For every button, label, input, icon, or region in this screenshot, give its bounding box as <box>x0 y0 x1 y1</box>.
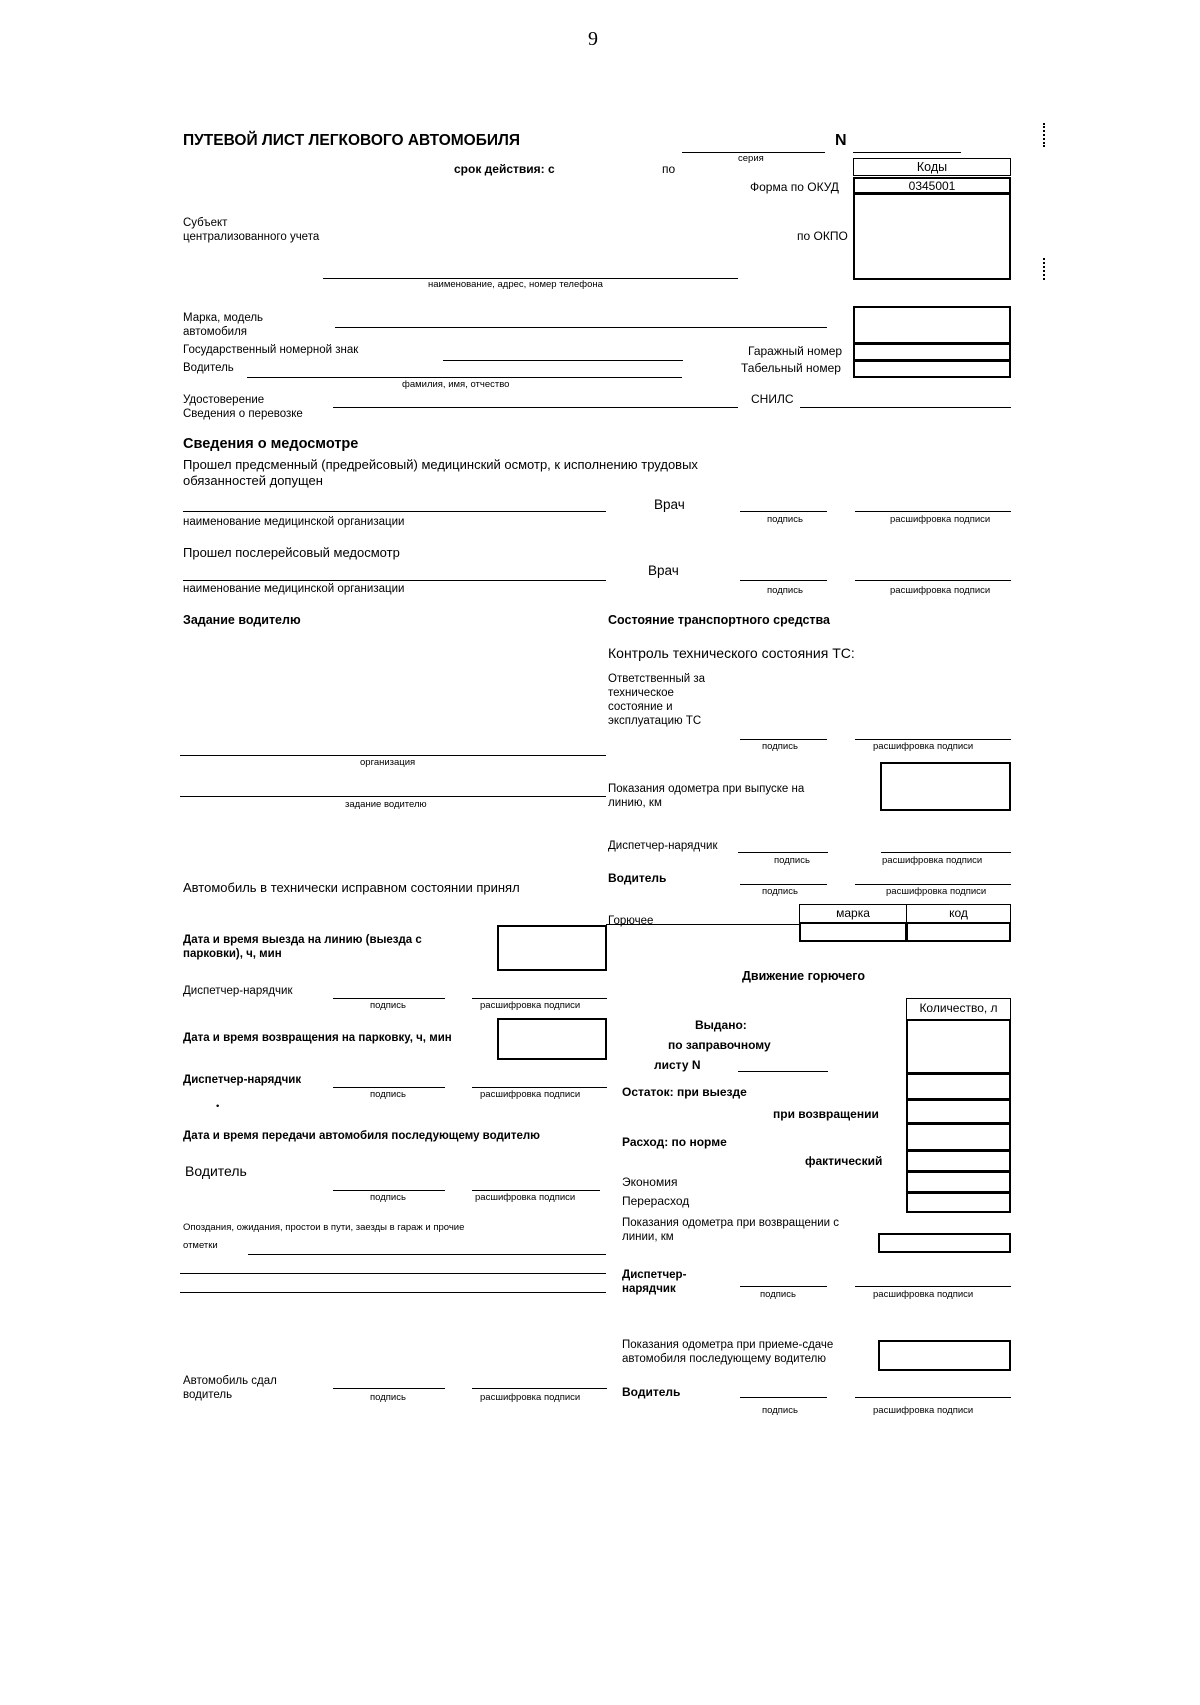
task-org-line[interactable] <box>180 755 606 756</box>
delays-label: Опоздания, ожидания, простои в пути, заезды в гараж и прочие <box>183 1222 465 1233</box>
responsible-label: Ответственный за техническое состояние и эксплуатацию ТС <box>608 673 705 727</box>
qty-overrun-cell[interactable] <box>906 1192 1011 1213</box>
codes-header: Коды <box>916 160 948 174</box>
disp1-sign-line[interactable] <box>333 998 445 999</box>
state-disp-decode-line[interactable] <box>881 852 1011 853</box>
state-disp-sign-line[interactable] <box>738 852 828 853</box>
odo-transfer-label: Показания одометра при приеме-сдаче автомобиля последующему водителю <box>622 1339 834 1365</box>
plate-label: Государственный номерной знак <box>183 344 359 356</box>
fuel-line <box>606 924 799 925</box>
okud-cell <box>853 177 1011 194</box>
post-org-line[interactable] <box>183 580 606 581</box>
fuel-label: Горючее <box>608 915 654 927</box>
odo-return-box[interactable] <box>878 1233 1011 1253</box>
issued-label: Выдано: <box>695 1018 747 1032</box>
driver-label: Водитель <box>183 362 234 374</box>
post-sign-caption: подпись <box>767 585 803 596</box>
fm-drv-decode-caption: расшифровка подписи <box>873 1405 974 1416</box>
task-text-caption: задание водителю <box>345 799 427 810</box>
fuel-code-cell[interactable] <box>906 922 1011 942</box>
okud-label: Форма по ОКУД <box>750 180 839 194</box>
marks-line-3[interactable] <box>180 1292 606 1293</box>
fm-disp-sign-caption: подпись <box>760 1289 796 1300</box>
fuel-brand-header-cell <box>799 904 907 923</box>
pre-sign-caption: подпись <box>767 514 803 525</box>
margin-dash-mark <box>1043 123 1047 147</box>
pre-decode-line[interactable] <box>855 511 1011 512</box>
odo-out-box[interactable] <box>880 762 1011 811</box>
page-number: 9 <box>588 28 598 50</box>
marks-label: отметки <box>183 1240 218 1251</box>
task-text-line[interactable] <box>180 796 606 797</box>
tab-label: Табельный номер <box>741 361 841 375</box>
number-label: N <box>835 132 847 149</box>
state-dispatcher-label: Диспетчер-нарядчик <box>608 840 718 852</box>
fm-drv-decode-line[interactable] <box>855 1397 1011 1398</box>
odo-transfer-box[interactable] <box>878 1340 1011 1371</box>
pre-sign-line[interactable] <box>740 511 827 512</box>
garage-cell[interactable] <box>853 343 1011 361</box>
stray-dot: • <box>216 1101 220 1112</box>
drv-decode-line[interactable] <box>472 1190 600 1191</box>
odo-out-label: Показания одометра при выпуске на линию, км <box>608 783 805 809</box>
rest-return-label: при возвращении <box>773 1107 879 1121</box>
resp-decode-caption: расшифровка подписи <box>873 741 974 752</box>
resp-decode-line[interactable] <box>855 739 1011 740</box>
model-code-cell[interactable] <box>853 306 1011 344</box>
overrun-label: Перерасход <box>622 1194 690 1208</box>
snils-line[interactable] <box>800 407 1011 408</box>
disp1-sign-caption: подпись <box>370 1000 406 1011</box>
series-caption: серия <box>738 153 764 164</box>
qty-rest-return-cell[interactable] <box>906 1099 1011 1124</box>
margin-dash-mark <box>1043 258 1047 280</box>
doctor-label-2: Врач <box>648 563 679 578</box>
sheet-n-line[interactable] <box>738 1071 828 1072</box>
fuel-brand-header: марка <box>836 906 870 920</box>
disp2-decode-caption: расшифровка подписи <box>480 1089 581 1100</box>
transfer-label: Дата и время передачи автомобиля последующему водителю <box>183 1130 540 1142</box>
fm-disp-sign-line[interactable] <box>740 1286 827 1287</box>
handed-label: Автомобиль сдал водитель <box>183 1375 277 1401</box>
left-driver-label: Водитель <box>185 1163 247 1179</box>
disp2-sign-caption: подпись <box>370 1089 406 1100</box>
plate-line[interactable] <box>443 360 683 361</box>
tab-cell[interactable] <box>853 360 1011 378</box>
subject-label: Субъект централизованного учета <box>183 217 320 243</box>
qty-header-cell <box>906 998 1011 1020</box>
fio-caption: фамилия, имя, отчество <box>402 379 510 390</box>
validity-to-label: по <box>662 162 676 176</box>
license-line[interactable] <box>333 407 738 408</box>
rest-out-label: Остаток: при выезде <box>622 1085 747 1099</box>
license-label: Удостоверение <box>183 394 265 406</box>
fuel-movement-heading: Движение горючего <box>742 969 865 983</box>
qty-actual-cell[interactable] <box>906 1150 1011 1172</box>
fm-disp-decode-caption: расшифровка подписи <box>873 1289 974 1300</box>
pre-decode-caption: расшифровка подписи <box>890 514 991 525</box>
task-heading: Задание водителю <box>183 613 301 627</box>
post-decode-line[interactable] <box>855 580 1011 581</box>
return-label: Дата и время возвращения на парковку, ч, мин <box>183 1032 452 1044</box>
marks-line-2[interactable] <box>180 1273 606 1274</box>
task-org-caption: организация <box>360 757 416 768</box>
drv-sign-caption: подпись <box>370 1192 406 1203</box>
transport-label: Сведения о перевозке <box>183 408 303 420</box>
medical-post-text: Прошел послерейсовый медосмотр <box>183 545 400 560</box>
okpo-label: по ОКПО <box>797 229 848 243</box>
resp-sign-caption: подпись <box>762 741 798 752</box>
state-disp-decode-caption: расшифровка подписи <box>882 855 983 866</box>
number-line[interactable] <box>853 152 961 153</box>
handed-sign-line[interactable] <box>333 1388 445 1389</box>
dispatcher-label-1: Диспетчер-нарядчик <box>183 985 293 997</box>
state-drv-decode-line[interactable] <box>855 884 1011 885</box>
state-disp-sign-caption: подпись <box>774 855 810 866</box>
accepted-text: Автомобиль в технически исправном состоянии принял <box>183 880 520 895</box>
departure-box[interactable] <box>497 925 607 971</box>
state-heading: Состояние транспортного средства <box>608 613 831 627</box>
disp1-decode-caption: расшифровка подписи <box>480 1000 581 1011</box>
model-label: Марка, модель автомобиля <box>183 312 264 338</box>
handed-decode-caption: расшифровка подписи <box>480 1392 581 1403</box>
medical-heading: Сведения о медосмотре <box>183 436 359 452</box>
disp2-decode-line[interactable] <box>472 1087 607 1088</box>
disp1-decode-line[interactable] <box>472 998 607 999</box>
resp-sign-line[interactable] <box>740 739 827 740</box>
form-title: ПУТЕВОЙ ЛИСТ ЛЕГКОВОГО АВТОМОБИЛЯ <box>183 132 521 149</box>
driver-line[interactable] <box>247 377 682 378</box>
pre-org-line[interactable] <box>183 511 606 512</box>
fm-drv-sign-caption: подпись <box>762 1405 798 1416</box>
disp2-sign-line[interactable] <box>333 1087 445 1088</box>
norm-label: Расход: по норме <box>622 1135 727 1149</box>
subject-caption: наименование, адрес, номер телефона <box>428 279 603 290</box>
marks-line-1[interactable] <box>248 1254 606 1255</box>
fm-drv-sign-line[interactable] <box>740 1397 827 1398</box>
odo-return-label: Показания одометра при возвращении с линии, км <box>622 1217 840 1243</box>
fuel-brand-cell[interactable] <box>799 922 907 942</box>
state-drv-sign-line[interactable] <box>740 884 827 885</box>
qty-rest-out-cell[interactable] <box>906 1073 1011 1100</box>
fm-disp-decode-line[interactable] <box>855 1286 1011 1287</box>
departure-label: Дата и время выезда на линию (выезда с парковки), ч, мин <box>183 934 422 960</box>
drv-decode-caption: расшифровка подписи <box>475 1192 576 1203</box>
validity-label: срок действия: с <box>454 162 555 176</box>
medical-pre-text: Прошел предсменный (предрейсовый) медицинский осмотр, к исполнению трудовых обязанностей допущен <box>183 457 698 488</box>
post-org-caption: наименование медицинской организации <box>183 583 405 595</box>
drv-sign-line[interactable] <box>333 1190 445 1191</box>
handed-decode-line[interactable] <box>472 1388 607 1389</box>
control-heading: Контроль технического состояния ТС: <box>608 645 855 661</box>
doctor-label: Врач <box>654 497 685 512</box>
return-box[interactable] <box>497 1018 607 1060</box>
garage-label: Гаражный номер <box>748 344 843 358</box>
post-decode-caption: расшифровка подписи <box>890 585 991 596</box>
post-sign-line[interactable] <box>740 580 827 581</box>
state-driver-label: Водитель <box>608 871 667 885</box>
pre-org-caption: наименование медицинской организации <box>183 516 405 528</box>
handed-sign-caption: подпись <box>370 1392 406 1403</box>
okud-value: 0345001 <box>908 179 956 193</box>
dispatcher-label-2: Диспетчер-нарядчик <box>183 1074 302 1086</box>
actual-label: фактический <box>805 1154 883 1168</box>
okpo-cell[interactable] <box>853 193 1011 280</box>
qty-issued-cell[interactable] <box>906 1019 1011 1074</box>
qty-norm-cell[interactable] <box>906 1123 1011 1151</box>
qty-economy-cell[interactable] <box>906 1171 1011 1193</box>
by-sheet-label: по заправочному <box>668 1038 771 1052</box>
fm-dispatcher-label: Диспетчер-нарядчик <box>622 1269 687 1295</box>
sheet-n-label: листу N <box>654 1058 701 1072</box>
model-line[interactable] <box>335 327 827 328</box>
codes-header-cell <box>853 158 1011 176</box>
snils-label: СНИЛС <box>751 392 794 406</box>
state-drv-sign-caption: подпись <box>762 886 798 897</box>
economy-label: Экономия <box>622 1175 678 1189</box>
qty-header: Количество, л <box>919 1001 998 1015</box>
state-drv-decode-caption: расшифровка подписи <box>886 886 987 897</box>
fuel-code-header: код <box>949 906 968 920</box>
fm-driver-label: Водитель <box>622 1385 681 1399</box>
fuel-code-header-cell <box>906 904 1011 923</box>
